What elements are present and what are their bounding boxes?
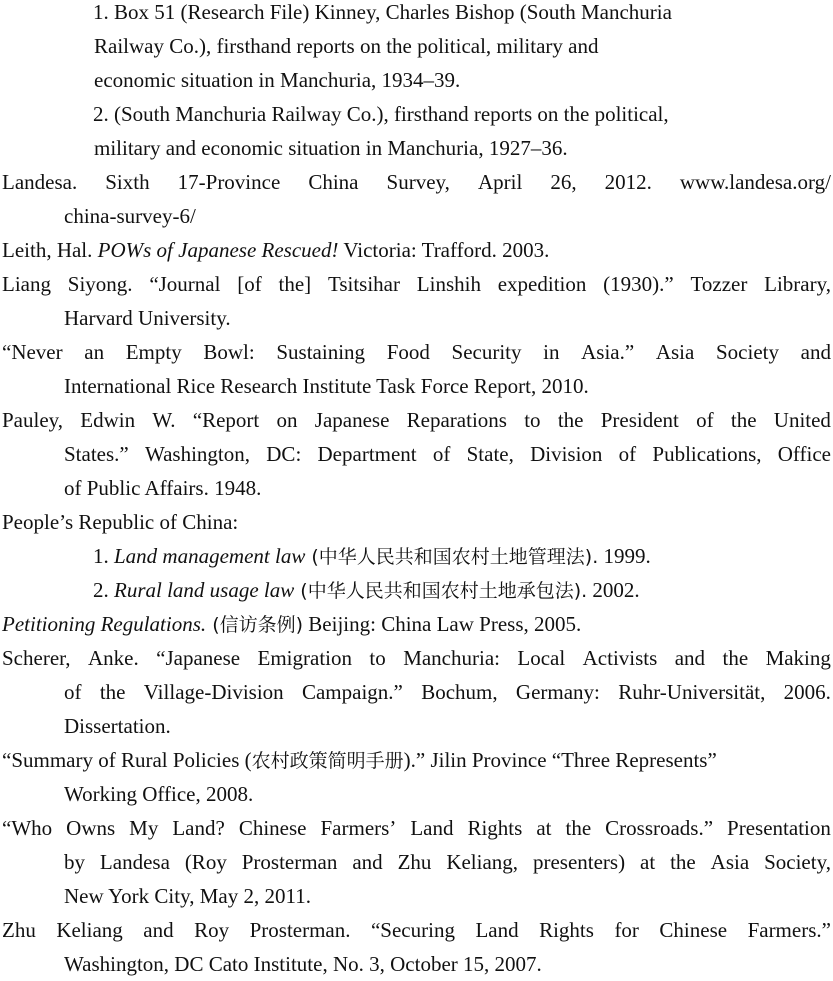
entry-word: DC:: [266, 442, 302, 466]
entry-word: at: [536, 816, 552, 840]
entry-word: Reparations: [406, 408, 507, 432]
entry-word: Department: [317, 442, 417, 466]
entry-word: 17-Province: [177, 170, 281, 194]
entry-word: Landesa: [99, 850, 170, 874]
entry-chinese-title: (中华人民共和国农村土地承包法).: [294, 580, 588, 602]
entry-line: Dissertation.: [64, 714, 171, 738]
entry-word: Asia: [710, 850, 750, 874]
entry-word: presenters): [532, 850, 626, 874]
entry-word: to: [524, 408, 541, 432]
entry-title: POWs of Japanese Rescued!: [97, 238, 339, 262]
entry-word: Food: [386, 340, 430, 364]
entry-word: Tozzer: [690, 272, 748, 296]
entry-word: April: [477, 170, 523, 194]
entry-line: New York City, May 2, 2011.: [64, 884, 311, 908]
entry-word: Farmers’: [320, 816, 397, 840]
entry-word: the: [670, 850, 696, 874]
entry-word: Owns: [66, 816, 116, 840]
entry-word: Farmers.”: [747, 918, 831, 942]
entry-chinese-title: (信访条例): [206, 614, 304, 636]
entry-text: 2002.: [587, 578, 640, 602]
entry-word: Anke.: [87, 646, 139, 670]
entry-word: Asia.”: [581, 340, 635, 364]
entry-line: china-survey-6/: [64, 204, 196, 228]
entry-word: Sixth: [105, 170, 150, 194]
entry-text: 2.: [93, 578, 114, 602]
entry-word: the]: [278, 272, 312, 296]
entry-text: ).” Jilin Province “Three Represents”: [403, 748, 717, 772]
entry-word: Rights: [467, 816, 523, 840]
entry-line: [0, 437, 831, 471]
entry-word: State,: [466, 442, 514, 466]
entry-line: military and economic situation in Manchuria, 1927–36.: [94, 136, 568, 160]
entry-text: 1.: [93, 544, 114, 568]
entry-word: Chinese: [659, 918, 728, 942]
entry-word: on: [276, 408, 298, 432]
entry-word: Keliang: [56, 918, 123, 942]
entry-title: Petitioning Regulations.: [2, 612, 207, 636]
entry-word: “Securing: [370, 918, 455, 942]
entry-word: Local: [517, 646, 566, 670]
entry-word: Zhu: [2, 918, 36, 942]
entry-word: for: [614, 918, 639, 942]
entry-word: Land?: [172, 816, 225, 840]
entry-word: Siyong.: [67, 272, 133, 296]
entry-line: [0, 607, 833, 641]
entry-word: “Who: [2, 816, 53, 840]
entry-word: Crossroads.”: [605, 816, 714, 840]
entry-word: Bowl:: [203, 340, 255, 364]
entry-word: 2006.: [783, 680, 831, 704]
entry-word: the: [99, 680, 126, 704]
entry-word: States.”: [64, 442, 129, 466]
entry-title: Land management law: [114, 544, 306, 568]
entry-word: Land: [410, 816, 454, 840]
entry-word: Division: [530, 442, 603, 466]
entry-line: 2. (South Manchuria Railway Co.), firsthand reports on the political,: [93, 102, 669, 126]
entry-word: Prosterman.: [249, 918, 351, 942]
entry-word: Emigration: [257, 646, 352, 670]
entry-word: Pauley,: [2, 408, 64, 432]
entry-word: “Journal: [149, 272, 221, 296]
entry-word: Japanese: [314, 408, 390, 432]
entry-word: Tsitsihar: [327, 272, 400, 296]
entry-line: Washington, DC Cato Institute, No. 3, October 15, 2007.: [64, 952, 542, 976]
entry-word: Presentation: [727, 816, 831, 840]
entry-line: [0, 403, 831, 437]
entry-line: of Public Affairs. 1948.: [64, 476, 262, 500]
entry-text: “Summary of Rural Policies (: [2, 748, 252, 772]
entry-word: Making: [765, 646, 831, 670]
entry-word: President: [600, 408, 679, 432]
entry-word: to: [369, 646, 386, 670]
entry-line: economic situation in Manchuria, 1934–39.: [94, 68, 461, 92]
entry-line: [0, 743, 833, 777]
entry-word: an: [84, 340, 105, 364]
entry-line: [0, 573, 833, 607]
entry-word: Security: [451, 340, 522, 364]
entry-word: of: [618, 442, 637, 466]
entry-word: Publications,: [652, 442, 762, 466]
entry-word: of: [64, 680, 82, 704]
entry-line: [0, 641, 831, 675]
entry-word: “Report: [192, 408, 260, 432]
entry-word: United: [773, 408, 831, 432]
entry-text: Leith, Hal.: [2, 238, 98, 262]
entry-line: People’s Republic of China:: [2, 510, 239, 534]
entry-word: of: [432, 442, 451, 466]
entry-line: [0, 233, 833, 267]
entry-word: “Japanese: [156, 646, 241, 670]
entry-word: Sustaining: [276, 340, 366, 364]
entry-word: at: [640, 850, 656, 874]
entry-word: and: [143, 918, 174, 942]
entry-text: Victoria: Trafford. 2003.: [338, 238, 550, 262]
entry-word: (Roy: [184, 850, 227, 874]
entry-line: Harvard University.: [64, 306, 231, 330]
entry-word: Washington,: [144, 442, 251, 466]
entry-word: Keliang,: [446, 850, 519, 874]
entry-word: Prosterman: [241, 850, 338, 874]
entry-word: Office: [777, 442, 831, 466]
entry-text: 1999.: [598, 544, 651, 568]
entry-word: www.landesa.org/: [679, 170, 831, 194]
entry-word: “Never: [2, 340, 63, 364]
entry-word: China: [308, 170, 359, 194]
entry-word: expedition: [497, 272, 587, 296]
entry-line: Railway Co.), firsthand reports on the political, military and: [94, 34, 599, 58]
entry-word: Library,: [764, 272, 831, 296]
entry-line: 1. Box 51 (Research File) Kinney, Charles Bishop (South Manchuria: [93, 0, 672, 24]
entry-word: Scherer,: [2, 646, 71, 670]
entry-line: [0, 165, 831, 199]
entry-chinese-title: (中华人民共和国农村土地管理法).: [305, 546, 599, 568]
entry-word: the: [565, 816, 592, 840]
entry-line: Working Office, 2008.: [64, 782, 254, 806]
entry-word: Empty: [125, 340, 182, 364]
entry-word: Chinese: [238, 816, 307, 840]
entry-word: Germany:: [515, 680, 600, 704]
entry-line: [0, 539, 833, 573]
entry-word: the: [722, 646, 749, 670]
entry-word: in: [543, 340, 560, 364]
entry-word: Bochum,: [421, 680, 498, 704]
entry-line: [0, 675, 831, 709]
entry-word: the: [730, 408, 757, 432]
entry-word: Society,: [764, 850, 831, 874]
entry-word: Manchuria:: [403, 646, 500, 670]
entry-word: Ruhr-Universität,: [618, 680, 766, 704]
entry-line: [0, 267, 831, 301]
entry-word: and: [352, 850, 383, 874]
entry-word: Campaign.”: [301, 680, 403, 704]
entry-word: by: [64, 850, 85, 874]
entry-line: [0, 913, 831, 947]
entry-word: (1930).”: [603, 272, 674, 296]
entry-word: Land: [475, 918, 519, 942]
entry-word: Linshih: [416, 272, 481, 296]
entry-word: and: [800, 340, 831, 364]
entry-word: of: [696, 408, 714, 432]
entry-word: Survey,: [386, 170, 450, 194]
entry-word: W.: [152, 408, 176, 432]
entry-line: [0, 811, 831, 845]
entry-word: Zhu: [397, 850, 432, 874]
entry-word: Rights: [539, 918, 594, 942]
entry-line: [0, 335, 831, 369]
entry-text: Beijing: China Law Press, 2005.: [303, 612, 582, 636]
entry-word: [of: [237, 272, 262, 296]
entry-word: the: [557, 408, 584, 432]
entry-word: 26,: [550, 170, 577, 194]
entry-word: Village-Division: [143, 680, 284, 704]
entry-word: My: [129, 816, 159, 840]
entry-title: Rural land usage law: [114, 578, 295, 602]
entry-word: Asia: [655, 340, 695, 364]
entry-word: Activists: [582, 646, 658, 670]
entry-word: Liang: [2, 272, 51, 296]
entry-word: and: [674, 646, 706, 670]
entry-word: Edwin: [80, 408, 136, 432]
entry-word: Roy: [194, 918, 230, 942]
entry-word: 2012.: [604, 170, 652, 194]
entry-line: International Rice Research Institute Task Force Report, 2010.: [64, 374, 589, 398]
entry-word: Society: [715, 340, 779, 364]
entry-word: Landesa.: [2, 170, 78, 194]
entry-chinese-title: 农村政策简明手册: [251, 750, 404, 772]
entry-line: [0, 845, 831, 879]
